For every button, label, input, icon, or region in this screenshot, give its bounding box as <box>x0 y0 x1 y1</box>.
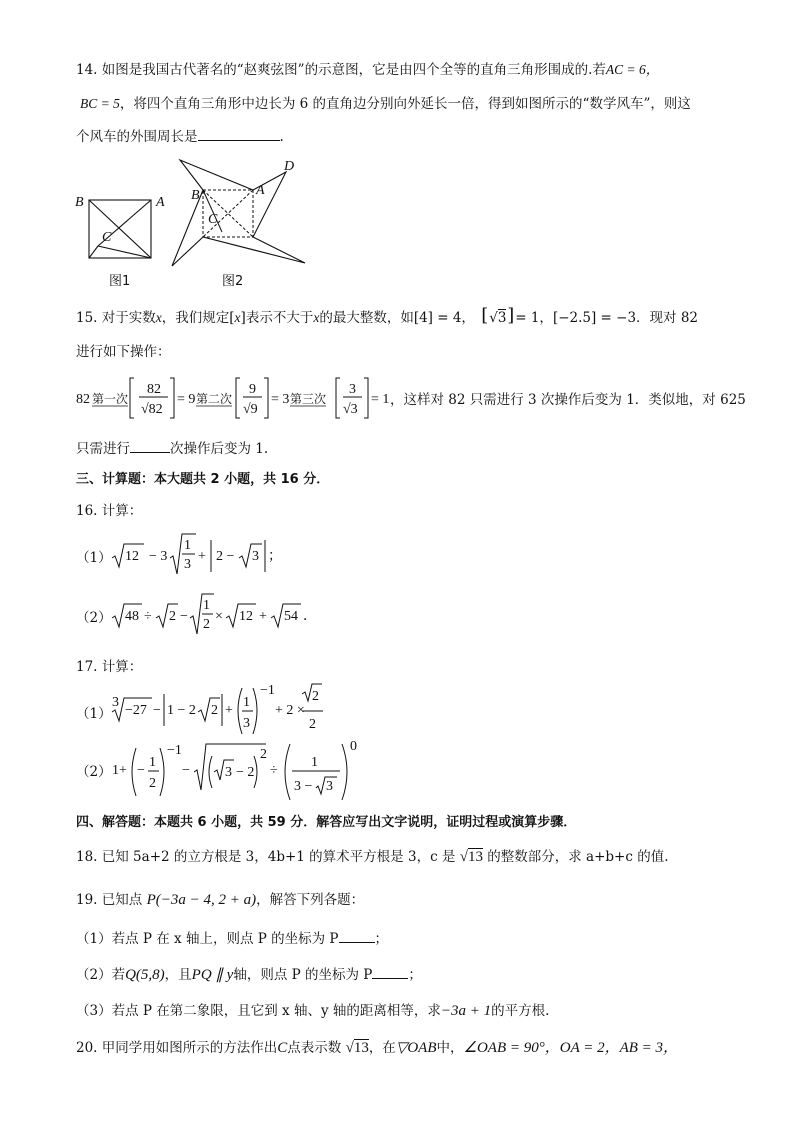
q14-line2: BC = 5，将四个直角三角形中边长为 6 的直角边分别向外延长一倍，得到如图所示的“数学风车”，则这 <box>80 96 691 112</box>
svg-text:1: 1 <box>311 755 318 770</box>
svg-text:−: − <box>153 703 161 718</box>
svg-text:−: − <box>182 763 190 778</box>
svg-text:2: 2 <box>203 617 210 632</box>
svg-text:2: 2 <box>309 717 316 732</box>
svg-text:54: 54 <box>284 609 298 624</box>
svg-text:2 −: 2 − <box>216 549 235 564</box>
svg-text:3: 3 <box>252 549 259 564</box>
svg-text:2: 2 <box>312 689 319 704</box>
answer-blank <box>372 964 408 979</box>
svg-text:= 3: = 3 <box>271 392 290 407</box>
svg-text:−: − <box>137 763 145 778</box>
svg-text:√9: √9 <box>243 402 258 417</box>
q16-part2: （2） <box>76 610 112 626</box>
svg-text:第一次: 第一次 <box>92 392 129 406</box>
q15-line1: 15. 对于实数x，我们规定[x]表示不大于x的最大整数，如[4] = 4， [ √3 ] = 1，[−2.5] = −3．现对 82 <box>76 305 699 326</box>
svg-text:3 −: 3 − <box>294 779 313 794</box>
q16-title: 16. 计算： <box>76 503 143 519</box>
svg-text:3: 3 <box>184 557 191 572</box>
q17-part2: （2） <box>76 764 112 780</box>
svg-text:；: ； <box>268 549 282 564</box>
q19-part1: （1）若点 P 在 x 轴上，则点 P 的坐标为 P ； <box>76 928 388 949</box>
q14-line1: 14. 如图是我国古代著名的“赵爽弦图”的示意图，它是由四个全等的直角三角形围成的.若AC = 6， <box>76 62 660 78</box>
q16-part1: （1） <box>76 550 112 566</box>
svg-text:+ 2 ×: + 2 × <box>275 703 305 718</box>
svg-text:12: 12 <box>239 609 253 624</box>
svg-text:÷: ÷ <box>270 763 278 778</box>
q19-title: 19. 已知点 P(−3a − 4, 2 + a)，解答下列各题： <box>76 892 365 908</box>
fig2-caption: 图2 <box>222 274 244 289</box>
svg-text:−1: −1 <box>167 743 182 758</box>
svg-text:−: − <box>180 609 188 624</box>
svg-text:82: 82 <box>76 392 90 407</box>
svg-text:1: 1 <box>149 755 156 770</box>
svg-text:− 3: − 3 <box>149 549 168 564</box>
fig1-label-c: C <box>102 230 112 245</box>
fig2-label-b: B <box>191 188 200 203</box>
svg-text:3: 3 <box>112 695 119 710</box>
svg-text:0: 0 <box>350 739 357 754</box>
svg-text:−27: −27 <box>125 703 147 718</box>
fig2-label-a: A <box>256 183 265 198</box>
q19-part2: （2）若Q(5,8)，且PQ ∥ y轴，则点 P 的坐标为 P ； <box>76 964 422 985</box>
svg-text:−1: −1 <box>260 683 275 698</box>
point-p-expr: P(−3a − 4, 2 + a) <box>146 892 257 908</box>
svg-text:√82: √82 <box>141 402 163 417</box>
svg-text:= 1: = 1 <box>371 392 390 407</box>
q19-part3: （3）若点 P 在第二象限，且它到 x 轴、y 轴的距离相等，求−3a + 1的平方根. <box>76 1003 550 1019</box>
svg-text:2: 2 <box>260 747 267 762</box>
svg-text:12: 12 <box>125 549 139 564</box>
svg-text:．: ． <box>303 609 317 624</box>
q15-line2: 进行如下操作： <box>76 344 171 360</box>
svg-text:1: 1 <box>184 538 191 553</box>
q15-line4: 只需进行 次操作后变为 1. <box>76 438 268 459</box>
svg-text:9: 9 <box>249 382 256 397</box>
fig1-label-b: B <box>75 195 84 210</box>
q14-line3: 个风车的外围周长是 . <box>76 126 284 147</box>
svg-text:+: + <box>259 609 267 624</box>
floor-sqrt3: [ √3 ] <box>481 305 515 326</box>
svg-text:3: 3 <box>326 779 333 794</box>
svg-text:2: 2 <box>169 609 176 624</box>
svg-text:×: × <box>215 609 223 624</box>
fig1-caption: 图1 <box>109 274 131 289</box>
figure-2 <box>0 0 794 300</box>
fig2-label-d: D <box>284 159 295 174</box>
svg-text:1+: 1+ <box>112 763 127 778</box>
answer-blank <box>339 928 375 943</box>
svg-text:√3: √3 <box>343 402 358 417</box>
svg-text:1: 1 <box>243 695 250 710</box>
q17-expr2 <box>0 738 794 818</box>
q17-part1: （1） <box>76 706 112 722</box>
q16-expr1 <box>0 530 794 590</box>
fig2-label-c: C <box>208 212 218 227</box>
svg-text:+: + <box>225 703 233 718</box>
svg-text:2: 2 <box>211 703 218 718</box>
q18: 18. 已知 5a+2 的立方根是 3，4b+1 的算术平方根是 3，c 是 √13 的整数部分，求 a+b+c 的值. <box>76 849 669 865</box>
svg-text:3: 3 <box>243 716 250 731</box>
q17-title: 17. 计算： <box>76 659 143 675</box>
svg-text:1 − 2: 1 − 2 <box>167 703 196 718</box>
svg-text:1: 1 <box>203 598 210 613</box>
section-3-heading: 三、计算题：本大题共 2 小题，共 16 分． <box>76 472 330 487</box>
svg-text:− 2: − 2 <box>236 765 255 780</box>
svg-text:2: 2 <box>149 776 156 791</box>
svg-text:48: 48 <box>125 609 139 624</box>
svg-text:3: 3 <box>349 382 356 397</box>
section-4-heading: 四、解答题：本题共 6 小题，共 59 分．解答应写出文字说明，证明过程或演算步骤． <box>76 815 577 830</box>
answer-blank <box>130 438 170 453</box>
svg-text:第二次: 第二次 <box>196 392 233 406</box>
fig1-label-a: A <box>156 195 165 210</box>
svg-text:÷: ÷ <box>144 609 152 624</box>
q16-expr2 <box>0 590 794 650</box>
q15-line3-tail: ，这样对 82 只需进行 3 次操作后变为 1．类似地，对 625 <box>390 392 746 408</box>
svg-text:3: 3 <box>225 765 232 780</box>
svg-text:+: + <box>198 549 206 564</box>
sqrt-13: √13 <box>459 849 483 865</box>
svg-text:82: 82 <box>147 382 161 397</box>
q20: 20. 甲同学用如图所示的方法作出C点表示数 √13，在▽OAB中，∠OAB = 90°，OA = 2，AB = 3， <box>76 1040 679 1056</box>
svg-text:第三次: 第三次 <box>290 392 327 406</box>
svg-text:= 9: = 9 <box>177 392 196 407</box>
